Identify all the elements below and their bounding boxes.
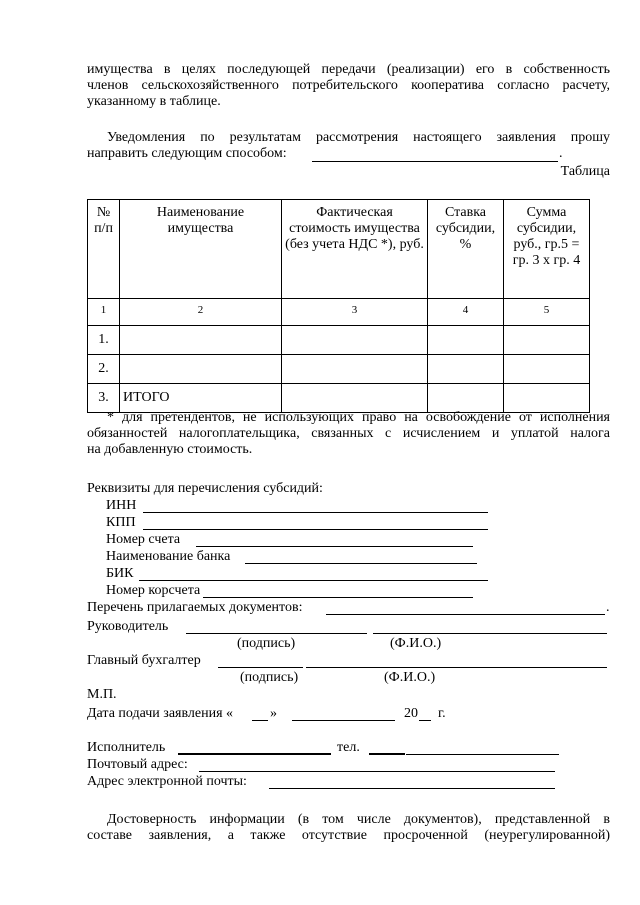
notice-method-blank[interactable] (312, 161, 558, 162)
head-signature-caption: (подпись) (237, 636, 296, 651)
email-label: Адрес электронной почты: (87, 774, 247, 789)
postal-field[interactable] (199, 771, 555, 772)
row-cell[interactable] (282, 355, 428, 384)
head-signature-field[interactable] (186, 633, 367, 634)
notice-paragraph (87, 130, 610, 146)
header-name: Наименование имущества (120, 200, 282, 299)
row-number: 1. (88, 326, 120, 355)
executor-field[interactable] (178, 753, 331, 755)
table-row (88, 355, 590, 384)
table-label: Таблица (560, 164, 610, 179)
footnote (87, 410, 610, 458)
docs-list-label: Перечень прилагаемых документов: (87, 600, 303, 615)
row-number: 2. (88, 355, 120, 384)
kpp-label: КПП (106, 515, 136, 530)
accountant-signature-field[interactable] (218, 667, 303, 668)
accountant-fio-caption: (Ф.И.О.) (384, 670, 436, 685)
intro-line: членов сельскохозяйственного потребительского кооператива согласно расчету, (87, 78, 610, 93)
date-day-field[interactable] (252, 720, 268, 721)
table-column-numbers (88, 299, 590, 326)
row-cell[interactable] (428, 326, 504, 355)
row-cell[interactable] (428, 355, 504, 384)
footnote-line: обязанностей налогоплательщика, связанных с исчислением и уплатой налога (87, 426, 610, 441)
stamp-label: М.П. (87, 687, 117, 702)
bank-name-label: Наименование банка (106, 549, 231, 564)
corr-account-field[interactable] (203, 597, 473, 598)
tel-label: тел. (337, 740, 360, 755)
row-cell-total-label: ИТОГО (120, 384, 282, 413)
column-number: 1 (88, 299, 120, 326)
row-cell[interactable] (428, 384, 504, 413)
header-cost: Фактическая стоимость имущества (без учета НДС *), руб. (282, 200, 428, 299)
executor-label: Исполнитель (87, 740, 166, 755)
intro-paragraph (87, 62, 610, 110)
bank-name-field[interactable] (245, 563, 477, 564)
accountant-fio-field[interactable] (306, 667, 607, 668)
bik-field[interactable] (139, 580, 488, 581)
row-cell[interactable] (120, 355, 282, 384)
account-label: Номер счета (106, 532, 181, 547)
date-year-suffix: г. (438, 706, 446, 721)
kpp-field[interactable] (143, 529, 488, 530)
row-cell[interactable] (282, 384, 428, 413)
row-cell[interactable] (504, 384, 590, 413)
column-number: 4 (428, 299, 504, 326)
closing-line: Достоверность информации (в том числе документов), представленной в (107, 812, 610, 827)
column-number: 5 (504, 299, 590, 326)
corr-account-label: Номер корсчета (106, 583, 201, 598)
row-number: 3. (88, 384, 120, 413)
table-header-row (88, 200, 590, 299)
date-label: Дата подачи заявления « (87, 706, 234, 721)
head-fio-caption: (Ф.И.О.) (390, 636, 442, 651)
inn-field[interactable] (143, 512, 488, 513)
row-cell[interactable] (504, 326, 590, 355)
column-number: 3 (282, 299, 428, 326)
header-sum: Сумма субсидии, руб., гр.5 = гр. 3 х гр. 4 (504, 200, 590, 299)
accountant-signature-caption: (подпись) (240, 670, 299, 685)
inn-label: ИНН (106, 498, 137, 513)
table-row (88, 326, 590, 355)
date-close-quote: » (270, 706, 277, 721)
header-number: № п/п (88, 200, 120, 299)
notice-line: Уведомления по результатам рассмотрения настоящего заявления прошу (107, 130, 610, 145)
row-cell[interactable] (504, 355, 590, 384)
footnote-line: * для претендентов, не использующих право на освобождение от исполнения (107, 410, 610, 425)
row-cell[interactable] (282, 326, 428, 355)
docs-list-field[interactable] (326, 614, 605, 615)
header-rate: Ставка субсидии, % (428, 200, 504, 299)
requisites-title: Реквизиты для перечисления субсидий: (87, 481, 323, 496)
date-year-field[interactable] (419, 720, 431, 721)
tel-code-field[interactable] (369, 753, 405, 755)
intro-line: имущества в целях последующей передачи (реализации) его в собственность (87, 62, 610, 77)
postal-label: Почтовый адрес: (87, 757, 188, 772)
date-year-prefix: 20 (404, 706, 418, 721)
account-field[interactable] (196, 546, 473, 547)
bik-label: БИК (106, 566, 134, 581)
notice-method-label: направить следующим способом: (87, 146, 287, 161)
head-label: Руководитель (87, 619, 169, 634)
table-row (88, 384, 590, 413)
head-fio-field[interactable] (373, 633, 607, 634)
closing-paragraph (87, 812, 610, 844)
notice-end: . (559, 146, 563, 161)
date-month-field[interactable] (292, 720, 395, 721)
footnote-line: на добавленную стоимость. (87, 442, 253, 457)
accountant-label: Главный бухгалтер (87, 653, 201, 668)
docs-list-end: . (606, 600, 610, 615)
email-field[interactable] (269, 788, 555, 789)
column-number: 2 (120, 299, 282, 326)
row-cell[interactable] (120, 326, 282, 355)
tel-number-field[interactable] (406, 754, 559, 755)
closing-line: составе заявления, а также отсутствие просроченной (неурегулированной) (87, 828, 610, 843)
subsidy-table (87, 199, 590, 413)
intro-line: указанному в таблице. (87, 94, 221, 109)
